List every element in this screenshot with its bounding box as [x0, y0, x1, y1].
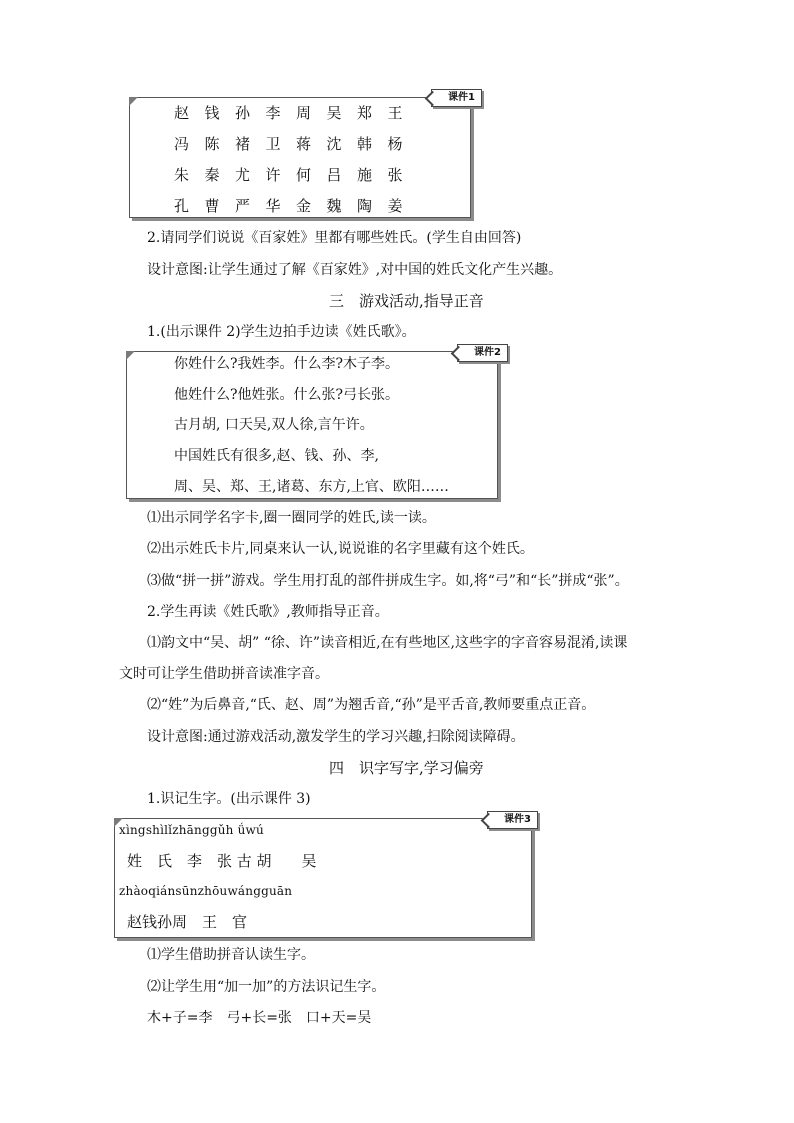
surname-char: 曹: [204, 197, 220, 215]
surname-char: 赵: [174, 104, 190, 122]
surname-char: 孔: [174, 197, 190, 215]
paragraph-question: 2.请同学们说说《百家姓》里都有哪些姓氏。(学生自由回答): [147, 230, 522, 246]
section-4-sub-1: ⑴学生借助拼音认读生字。: [147, 947, 315, 963]
character-line-2: 赵钱孙周 王 官: [127, 913, 248, 931]
surname-char: 许: [265, 166, 281, 184]
song-line-1: 你姓什么?我姓李。什么李?木子李。: [174, 356, 400, 372]
courseware-1-tag: 课件1: [431, 89, 482, 107]
surname-char: 姜: [387, 197, 403, 215]
surname-row-1: [174, 103, 418, 123]
courseware-1-frame: [129, 97, 471, 218]
section-4-item-1: 1.识记生字。(出示课件 3): [147, 791, 311, 807]
section-4-sub-2: ⑵让学生用“加一加”的方法识记生字。: [147, 979, 386, 995]
surname-char: 华: [265, 197, 281, 215]
surname-char: 李: [265, 104, 281, 122]
surname-char: 金: [296, 197, 312, 215]
surname-char: 吴: [326, 104, 342, 122]
pinyin-line-2: zhàoqiánsūnzhōuwángguān: [119, 884, 293, 898]
courseware-3-frame: [114, 818, 532, 938]
section-4-heading: 四 识字写字,学习偏旁: [329, 759, 484, 777]
courseware-2-frame: [126, 351, 498, 499]
surname-char: 张: [387, 166, 403, 184]
surname-char: 秦: [204, 166, 220, 184]
surname-char: 杨: [387, 135, 403, 153]
surname-char: 王: [387, 104, 403, 122]
surname-char: 魏: [326, 197, 342, 215]
surname-char: 何: [296, 166, 312, 184]
surname-char: 冯: [174, 135, 190, 153]
character-line-1: 姓 氏 李 张 古 胡 吴: [127, 852, 317, 870]
song-line-2: 他姓什么?他姓张。什么张?弓长张。: [174, 387, 400, 403]
surname-char: 褚: [235, 135, 251, 153]
surname-row-2: [174, 134, 418, 154]
surname-char: 卫: [265, 135, 281, 153]
surname-char: 韩: [357, 135, 373, 153]
section-3-sub-3: ⑶做“拼一拼”游戏。学生用打乱的部件拼成生字。如,将“弓”和“长”拼成“张”。: [147, 573, 629, 589]
section-3-item-2-sub-2: ⑵“姓”为后鼻音,“氏、赵、周”为翘舌音,“孙”是平舌音,教师要重点正音。: [147, 697, 596, 713]
section-3-sub-1: ⑴出示同学名字卡,圈一圈同学的姓氏,读一读。: [147, 510, 436, 526]
surname-char: 陈: [204, 135, 220, 153]
section-3-heading: 三 游戏活动,指导正音: [329, 292, 484, 310]
section-3-item-2-sub-1a: ⑴韵文中“吴、胡” “徐、许”读音相近,在有些地区,这些字的字音容易混淆,读课: [147, 635, 628, 651]
surname-char: 朱: [174, 166, 190, 184]
section-3-item-2-sub-1b: 文时可让学生借助拼音读准字音。: [119, 666, 329, 682]
courseware-2-tag: 课件2: [457, 344, 508, 362]
surname-row-4: [174, 196, 418, 216]
song-line-3: 古月胡, 口天吴,双人徐,言午许。: [174, 417, 374, 433]
design-intent-2: 设计意图:通过游戏活动,激发学生的学习兴趣,扫除阅读障碍。: [147, 729, 525, 745]
surname-char: 蒋: [296, 135, 312, 153]
song-line-5: 周、吴、郑、王,诸葛、东方,上官、欧阳……: [174, 479, 449, 495]
section-3-item-2: 2.学生再读《姓氏歌》,教师指导正音。: [147, 604, 389, 620]
surname-char: 陶: [357, 197, 373, 215]
design-intent-1: 设计意图:让学生通过了解《百家姓》,对中国的姓氏文化产生兴趣。: [147, 262, 563, 278]
surname-char: 严: [235, 197, 251, 215]
song-line-4: 中国姓氏有很多,赵、钱、孙、李,: [174, 448, 379, 464]
surname-char: 钱: [204, 104, 220, 122]
surname-char: 吕: [326, 166, 342, 184]
surname-char: 沈: [326, 135, 342, 153]
character-formula: 木+子=李 弓+长=张 口+天=吴: [147, 1010, 372, 1026]
surname-char: 施: [357, 166, 373, 184]
section-3-sub-2: ⑵出示姓氏卡片,同桌来认一认,说说谁的名字里藏有这个姓氏。: [147, 541, 534, 557]
surname-char: 郑: [357, 104, 373, 122]
surname-char: 孙: [235, 104, 251, 122]
courseware-3-tag: 课件3: [487, 811, 538, 829]
section-3-item-1: 1.(出示课件 2)学生边拍手边读《姓氏歌》。: [147, 324, 416, 340]
pinyin-line-1: xìngshìlǐzhānggǔh ǘwú: [119, 823, 264, 837]
surname-char: 周: [296, 104, 312, 122]
surname-char: 尤: [235, 166, 251, 184]
surname-row-3: [174, 165, 418, 185]
